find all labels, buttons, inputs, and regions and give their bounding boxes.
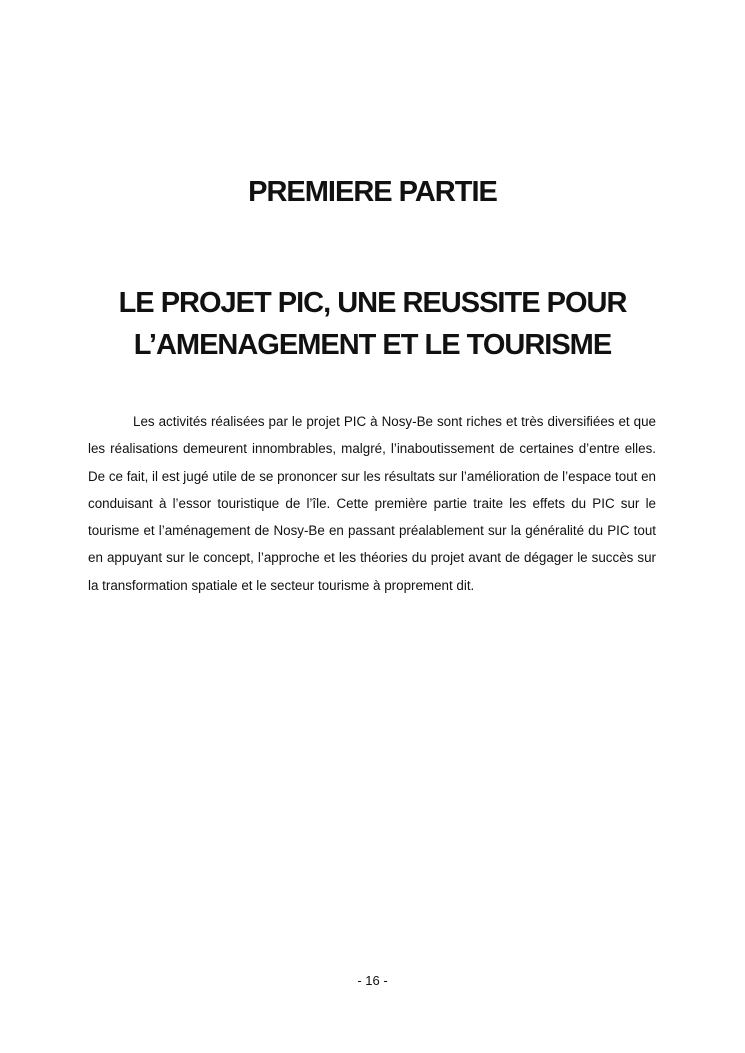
chapter-title [90,282,655,366]
chapter-title-line-2: L’AMENAGEMENT ET LE TOURISME [133,329,612,361]
chapter-title-line-1: LE PROJET PIC, UNE REUSSITE POUR [118,287,627,319]
part-heading: PREMIERE PARTIE [248,176,497,208]
page-number: - 16 - [357,973,388,988]
intro-paragraph: Les activités réalisées par le projet PIC à Nosy-Be sont riches et très diversifiées et que les réalisations demeurent innombrables, malgré, l’inaboutissement de certaines d’entre elles. De ce fait, il est jugé utile de se prononcer sur les résultats sur l’amélioration de l’espace tout en conduisant à l’essor touristique de l’île. Cette première partie traite les effets du PIC sur le tourisme et l’aménagement de Nosy-Be en passant préalablement sur la généralité du PIC tout en appuyant sur le concept, l’approche et les théories du projet avant de dégager le succès sur la transformation spatiale et le secteur tourisme à proprement dit. [88,414,656,593]
